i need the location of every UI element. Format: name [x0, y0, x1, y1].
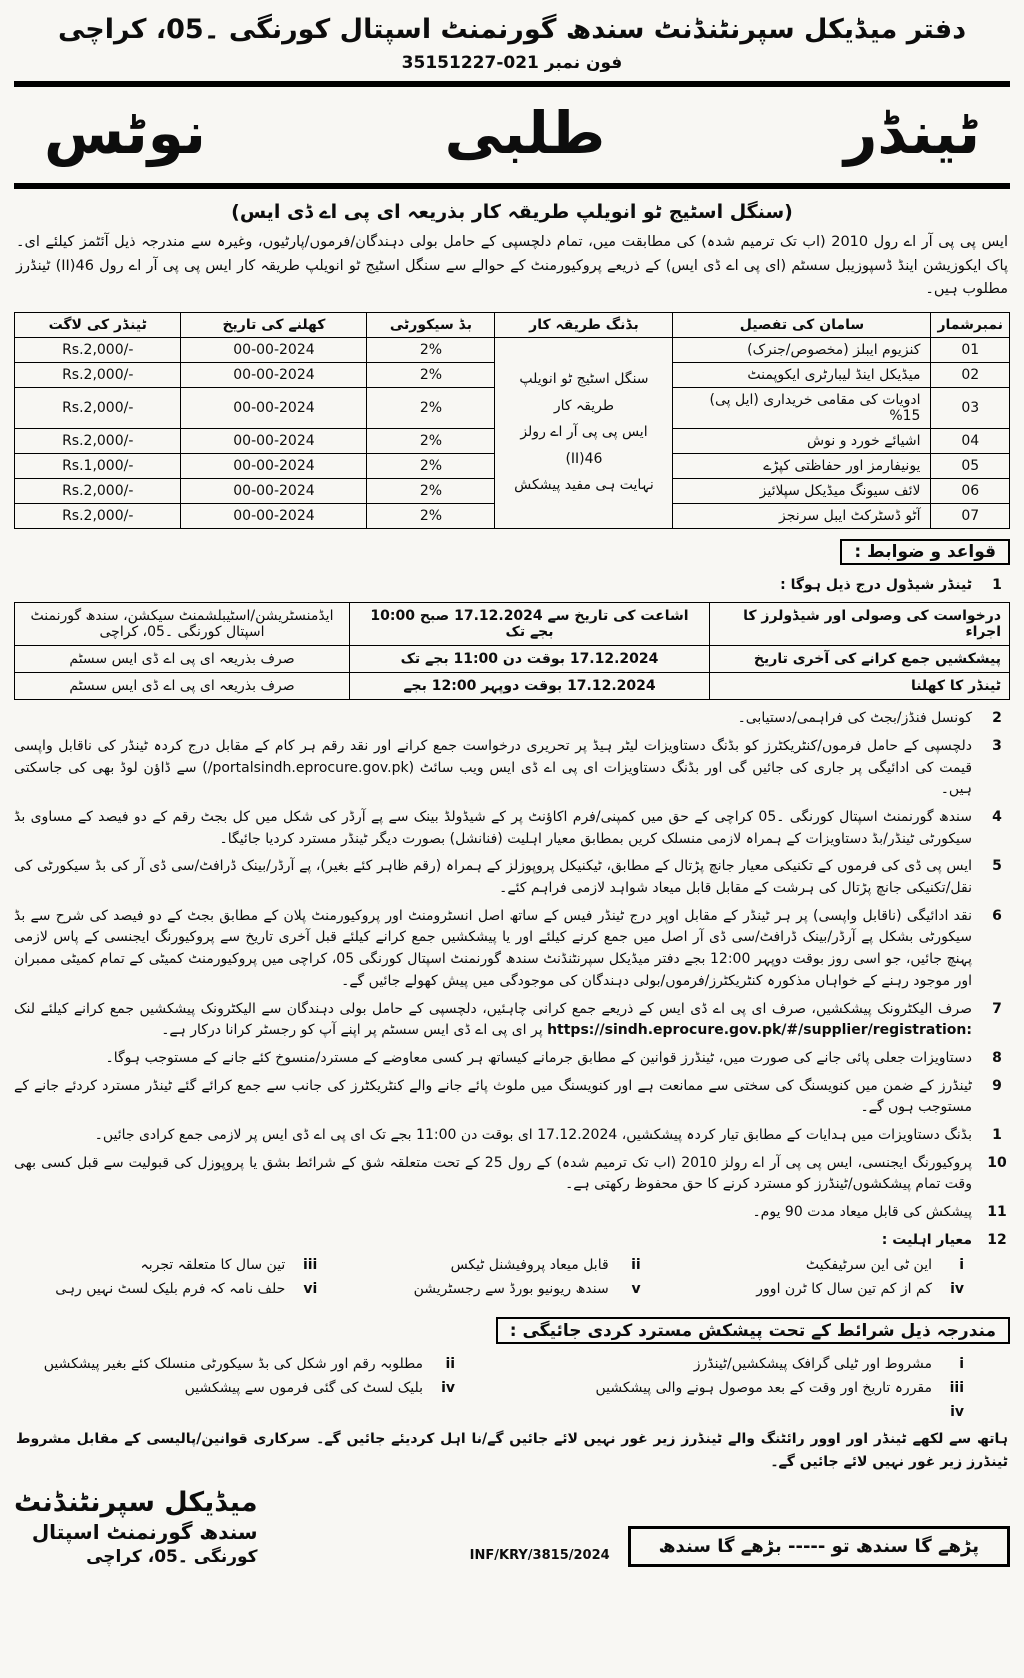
banner-word-3: نوٹس: [44, 99, 206, 168]
rejection-text: مطلوبہ رقم اور شکل کی بڈ سیکورٹی منسلک کئے بغیر پیشکشیں: [43, 1356, 424, 1373]
col-bidding-method: بڈنگ طریقہ کار: [495, 312, 673, 337]
rule-item-12: [14, 1230, 1010, 1252]
rule-item-8: [14, 1048, 1010, 1070]
rejection-conditions-list: [16, 1356, 964, 1420]
cell-opening: 00-00-2024: [181, 503, 367, 528]
cell-cost: Rs.2,000/-: [15, 503, 181, 528]
rejection-item: [481, 1380, 964, 1396]
roman-numeral: iii: [302, 1257, 318, 1274]
rule-number: 8: [992, 1049, 1002, 1066]
signature-location: کورنگی ۔05، کراچی: [86, 1547, 258, 1568]
cell-serial: 02: [931, 362, 1010, 387]
rule-item-5: [14, 856, 1010, 899]
rule-item-1: [14, 575, 1010, 597]
signature-title: میڈیکل سپرنٹنڈنٹ: [14, 1487, 258, 1519]
cell-item: اشیائے خورد و نوش: [673, 428, 931, 453]
rule-item-7: [14, 999, 1010, 1042]
rule-item-11: [14, 1202, 1010, 1224]
rule-item-1b: [14, 1125, 1010, 1147]
rule-text: بڈنگ دستاویزات میں ہدایات کے مطابق تیار کردہ پیشکشیں، 17.12.2024 ای بوقت دن 11:00 بجے تک ای پی اے ڈی ایس پر لازمی جمع کرادی جائیں۔: [94, 1126, 972, 1143]
method-line-1: سنگل اسٹیج ٹو انویلپ طریقہ کار: [519, 371, 649, 414]
banner-word-2: طلبی: [444, 99, 606, 168]
eligibility-item: [339, 1257, 640, 1273]
roman-numeral: ii: [631, 1257, 641, 1274]
roman-numeral: iv: [950, 1404, 964, 1421]
cell-item: کنزیوم ایبلز (مخصوص/جنرک): [673, 337, 931, 362]
rejection-item: [481, 1404, 964, 1420]
rule-item-2: [14, 708, 1010, 730]
schedule-label: ٹینڈر کا کھلنا: [710, 673, 1010, 700]
rejection-heading: مندرجہ ذیل شرائط کے تحت پیشکش مسترد کردی جائیگی :: [496, 1317, 1010, 1344]
cell-security: 2%: [367, 362, 495, 387]
rule-number: 9: [992, 1077, 1002, 1094]
tender-schedule-table: [14, 602, 1010, 700]
cell-security: 2%: [367, 478, 495, 503]
cell-security: 2%: [367, 503, 495, 528]
slogan-box: پڑھے گا سندھ تو ----- بڑھے گا سندھ: [628, 1526, 1010, 1567]
phone-number: فون نمبر 021-35151227: [401, 53, 623, 74]
rule-item-10: [14, 1153, 1010, 1196]
cell-item: آٹو ڈسٹرکٹ ایبل سرنجز: [673, 503, 931, 528]
cell-cost: Rs.2,000/-: [15, 478, 181, 503]
rejection-item: [481, 1356, 964, 1372]
eligibility-item: [663, 1257, 964, 1273]
roman-numeral: i: [959, 1356, 964, 1373]
rule-item-9: [14, 1076, 1010, 1119]
rules-heading: قواعد و ضوابط :: [840, 539, 1010, 565]
rule-text: [14, 999, 972, 1042]
rule-number: 1: [992, 1126, 1002, 1143]
handwritten-tenders-note: ہاتھ سے لکھے ٹینڈر اور اوور رائٹنگ والے ٹینڈرز زیر غور نہیں لائے جائیں گے/نا اہل کردیئے جائیں گے۔ سرکاری قوانین/پالیسی کے مقابل مشروط ٹینڈرز زیر غور نہیں لائے جائیں گے۔: [16, 1431, 1008, 1470]
roman-numeral: i: [959, 1257, 964, 1274]
inf-number: INF/KRY/3815/2024: [469, 1548, 610, 1564]
eligibility-item: [339, 1281, 640, 1297]
rule-text-after-link: پر ای پی اے ڈی ایس سسٹم پر اپنے آپ کو رجسٹر کرانا درکار ہے۔: [161, 1022, 543, 1039]
schedule-label: پیشکشیں جمع کرانے کی آخری تاریخ: [710, 646, 1010, 673]
tender-table: [14, 312, 1010, 529]
col-item-detail: سامان کی تفصیل: [673, 312, 931, 337]
banner-title: [44, 99, 980, 167]
rule-number: 2: [992, 710, 1002, 727]
rule-number: 4: [992, 809, 1002, 826]
method-line-2: ایس پی پی آر اے رولز 46(II): [520, 424, 648, 467]
signature-organization: سندھ گورنمنٹ اسپتال: [31, 1520, 258, 1545]
col-serial: نمبرشمار: [931, 312, 1010, 337]
schedule-venue: صرف بذریعہ ای پی اے ڈی ایس سسٹم: [15, 673, 350, 700]
supplier-registration-link[interactable]: https://sindh.eprocure.gov.pk/#/supplier/registration:: [547, 1022, 972, 1039]
roman-numeral: iv: [950, 1281, 964, 1298]
cell-serial: 03: [931, 387, 1010, 428]
roman-numeral: iii: [949, 1380, 964, 1397]
cell-opening: 00-00-2024: [181, 362, 367, 387]
cell-serial: 04: [931, 428, 1010, 453]
eligibility-item: [663, 1281, 964, 1297]
eligibility-text: این ٹی این سرٹیفکیٹ: [805, 1257, 932, 1274]
cell-cost: Rs.2,000/-: [15, 337, 181, 362]
schedule-time: 17.12.2024 بوقت دوپہر 12:00 بجے: [350, 673, 710, 700]
rule-text: ایس پی ڈی کی فرموں کے تکنیکی معیار جانچ پڑتال کے مطابق، ٹیکنیکل پروپوزلز کے ہمراہ (رقم ظاہر کئے بغیر)، پے آرڈر/بینک ڈرافٹ/سی ڈی آر کی بڈ سیکورٹی کی نقل/تکنیکی جانچ پڑتال کی ہرشت کے مقابل قابل میعاد شواہد لازمی فراہم کئے۔: [14, 858, 972, 897]
cell-item: میڈیکل اینڈ لیبارٹری ایکوپمنٹ: [673, 362, 931, 387]
rejection-text: مشروط اور ٹیلی گرافک پیشکشیں/ٹینڈرز: [693, 1356, 932, 1373]
method-line-3: نہایت ہی مفید پیشکش: [514, 477, 654, 494]
col-bid-security: بڈ سیکورٹی: [367, 312, 495, 337]
cell-security: 2%: [367, 337, 495, 362]
rule-text: ٹینڈر شیڈول درج ذیل ہوگا :: [780, 576, 972, 593]
rule-number: 11: [987, 1204, 1007, 1221]
cell-opening: 00-00-2024: [181, 478, 367, 503]
cell-opening: 00-00-2024: [181, 337, 367, 362]
rule-text: دستاویزات جعلی پائی جانے کی صورت میں، ٹینڈرز قوانین کے مطابق جرمانے کیساتھ ہر کسی معاوضے کے مسترد/منسوخ کئے جانے کے مستوجب ہوگا۔: [105, 1049, 972, 1066]
notice-footer: [14, 1487, 1010, 1567]
cell-cost: Rs.2,000/-: [15, 387, 181, 428]
rejection-text: مقررہ تاریخ اور وقت کے بعد موصول ہونے والی پیشکشیں: [595, 1380, 932, 1397]
schedule-time: 17.12.2024 بوقت دن 11:00 بجے تک: [350, 646, 710, 673]
notice-subtitle: (سنگل اسٹیج ٹو انویلپ طریقہ کار بذریعہ ای پی اے ڈی ایس): [231, 201, 793, 224]
cell-cost: Rs.2,000/-: [15, 428, 181, 453]
rule-number: 5: [992, 858, 1002, 875]
cell-opening: 00-00-2024: [181, 453, 367, 478]
footer-right-group: [470, 1526, 1010, 1567]
schedule-row: [15, 673, 1010, 700]
rule-text: سندھ گورنمنٹ اسپتال کورنگی ۔05 کراچی کے حق میں کمپنی/فرم اکاؤنٹ پر کے شیڈولڈ بینک سے پے آرڈر کی شکل میں کل بجٹ رقم کے دو فیصد کے مساوی بڈ سیکورٹی ٹینڈر/بڈ دستاویزات کے ہمراہ لازمی منسلک کریں بمطابق معیار اہلیت (فنانشل) بصورت دیگر ٹینڈر مسترد کردیا جائیگا۔: [14, 809, 972, 847]
cell-item: لائف سیونگ میڈیکل سپلائیز: [673, 478, 931, 503]
eligibility-text: کم از کم تین سال کا ٹرن اوور: [756, 1281, 932, 1298]
cell-item: یونیفارمز اور حفاظتی کپڑے: [673, 453, 931, 478]
notice-banner: [14, 81, 1010, 189]
cell-serial: 05: [931, 453, 1010, 478]
cell-serial: 01: [931, 337, 1010, 362]
rule-number: 1: [992, 576, 1002, 593]
col-tender-cost: ٹینڈر کی لاگت: [15, 312, 181, 337]
eligibility-item: [16, 1281, 317, 1297]
tender-table-header-row: [15, 312, 1010, 337]
eligibility-text: حلف نامہ کہ فرم بلیک لسٹ نہیں رہی: [55, 1281, 286, 1298]
cell-opening: 00-00-2024: [181, 387, 367, 428]
col-opening-date: کھلنے کی تاریخ: [181, 312, 367, 337]
rule-text: نقد ادائیگی (ناقابل واپسی) پر ہر ٹینڈر کے مقابل اوپر درج ٹینڈر فیس کے ساتھ اصل انسٹرومنٹ اور پروکیورمنٹ پلان کے مطابق بجٹ کے دو فیصد کی شرح سے بڈ سیکورٹی بشکل پے آرڈر/بینک ڈرافٹ/سی ڈی آر اصل میں جمع کرنے کیلئے اور یا پیشکشیں جمع کرانے کیلئے قبل آخری تاریخ سے پروکیورنگ ایجنسی کے پاس لازمی پہنچ جائیں، جو اسی روز بوقت دوپہر 12:00 بجے دفتر میڈیکل سپرنٹنڈنٹ سندھ گورنمنٹ اسپتال کورنگی 05، کراچی میں پروکیورمنٹ کمیٹی کے تمام کمیٹی ممبران اور موجود رہنے کے خواہاں مذکورہ کنٹریکٹرز/فرموں/بولی دہندگان کی موجودگی میں پیش کھولے جائیں گے۔: [14, 907, 972, 989]
eligibility-item: [16, 1257, 317, 1273]
cell-security: 2%: [367, 428, 495, 453]
rule-text: پیشکش کی قابل میعاد مدت 90 یوم۔: [752, 1204, 972, 1221]
rejection-item: [16, 1356, 455, 1372]
intro-paragraph: ایس پی پی آر اے رول 2010 (اب تک ترمیم شدہ) کی مطابقت میں، تمام دلچسپی کے حامل بولی دہندگان/فرموں/پارٹیوں، وغیرہ سے مندرجہ ذیل آئٹمز کیلئے ای۔ پاک ایکوزیشن اینڈ ڈسپوزیبل سسٹم (ای پی اے ڈی ایس) کے ذریعے پروکیورمنٹ کے حوالے سے سنگل اسٹیج ٹو انویلپ طریقہ کار ایس پی پی آر اے رول 46(II) ٹینڈرز مطلوب ہیں۔: [16, 234, 1008, 298]
cell-cost: Rs.2,000/-: [15, 362, 181, 387]
eligibility-text: سندھ ریونیو بورڈ سے رجسٹریشن: [413, 1281, 609, 1298]
schedule-row: [15, 646, 1010, 673]
rule-text: کونسل فنڈز/بجٹ کی فراہمی/دستیابی۔: [737, 710, 972, 727]
table-row: [15, 337, 1010, 362]
eligibility-text: قابل میعاد پروفیشنل ٹیکس: [450, 1257, 609, 1274]
rule-number: 3: [992, 737, 1002, 754]
rejection-item: [16, 1380, 455, 1396]
cell-serial: 07: [931, 503, 1010, 528]
rule-item-6: [14, 906, 1010, 993]
roman-numeral: ii: [445, 1356, 456, 1373]
roman-numeral: v: [631, 1281, 641, 1298]
cell-serial: 06: [931, 478, 1010, 503]
schedule-row: [15, 603, 1010, 646]
banner-word-1: ٹینڈر: [843, 99, 980, 168]
roman-numeral: vi: [303, 1281, 318, 1298]
rule-text: معیار اہلیت :: [881, 1231, 972, 1248]
org-title: دفتر میڈیکل سپرنٹنڈنٹ سندھ گورنمنٹ اسپتال کورنگی ۔05، کراچی: [57, 14, 967, 45]
eligibility-text: تین سال کا متعلقہ تجربہ: [140, 1257, 286, 1274]
cell-opening: 00-00-2024: [181, 428, 367, 453]
eligibility-criteria-list: [16, 1257, 964, 1297]
cell-security: 2%: [367, 387, 495, 428]
cell-item: ادویات کی مقامی خریداری (ایل پی) 15%: [673, 387, 931, 428]
rule-number: 12: [987, 1231, 1007, 1248]
schedule-venue: صرف بذریعہ ای پی اے ڈی ایس سسٹم: [15, 646, 350, 673]
rule-number: 10: [987, 1154, 1007, 1171]
cell-cost: Rs.1,000/-: [15, 453, 181, 478]
rule-text: دلچسپی کے حامل فرموں/کنٹریکٹرز کو بڈنگ دستاویزات لیٹر ہیڈ پر تحریری درخواست جمع کرانے اور نقد رقم ہر کام کے مقابل درج کردہ ٹینڈر کی ناقابل واپسی قیمت کی ادائیگی پر جاری کی جائیں گی اور بڈنگ دستاویزات ای پی اے ڈی ایس ویب سائٹ (portalsindh.eprocure.gov.pk/) سے ڈاؤن لوڈ بھی کی جاسکتی ہیں۔: [14, 737, 973, 798]
roman-numeral: iv: [441, 1380, 456, 1397]
rule-text: پروکیورنگ ایجنسی، ایس پی پی آر اے رولز 2010 (اب تک ترمیم شدہ) کے رول 25 کے تحت متعلقہ شق کے شرائط بشق یا پروپوزل کی قبولیت سے قبل کسی بھی وقت تمام پیشکشوں/ٹینڈرز کو مسترد کرنے کا حق محفوظ رکھتی ہے۔: [14, 1154, 972, 1193]
cell-bidding-method: [495, 337, 673, 528]
rule-item-4: [14, 807, 1010, 850]
schedule-label: درخواست کی وصولی اور شیڈولرز کا اجراء: [710, 603, 1010, 646]
rule-number: 7: [992, 1000, 1002, 1017]
rule-item-3: [14, 736, 1010, 801]
cell-security: 2%: [367, 453, 495, 478]
signature-block: [14, 1487, 258, 1567]
schedule-time: اشاعت کی تاریخ سے 17.12.2024 صبح 10:00 بجے تک: [350, 603, 710, 646]
rule-text-before-link: صرف الیکٹرونک پیشکشیں، صرف ای پی اے ڈی ایس کے ذریعے جمع کرانی چاہئیں، دلچسپی کے حامل بولی دہندگان سے الیکٹرونک پیشکشیں جمع کرانے کیلئے لنک: [14, 1000, 972, 1017]
rule-text: ٹینڈرز کے ضمن میں کنویسنگ کی سختی سے ممانعت ہے اور کنویسنگ میں ملوث پائے جانے والے کنٹریکٹرز کی جانب سے جمع کرائے گئے ٹینڈر مسترد کردئے جانے کے مستوجب ہوں گے۔: [14, 1077, 972, 1116]
rule-number: 6: [992, 907, 1002, 924]
rejection-text: بلیک لسٹ کی گئی فرموں سے پیشکشیں: [184, 1380, 424, 1397]
schedule-venue: ایڈمنسٹریشن/اسٹیبلشمنٹ سیکشن، سندھ گورنمنٹ اسپتال کورنگی ۔05، کراچی: [15, 603, 350, 646]
